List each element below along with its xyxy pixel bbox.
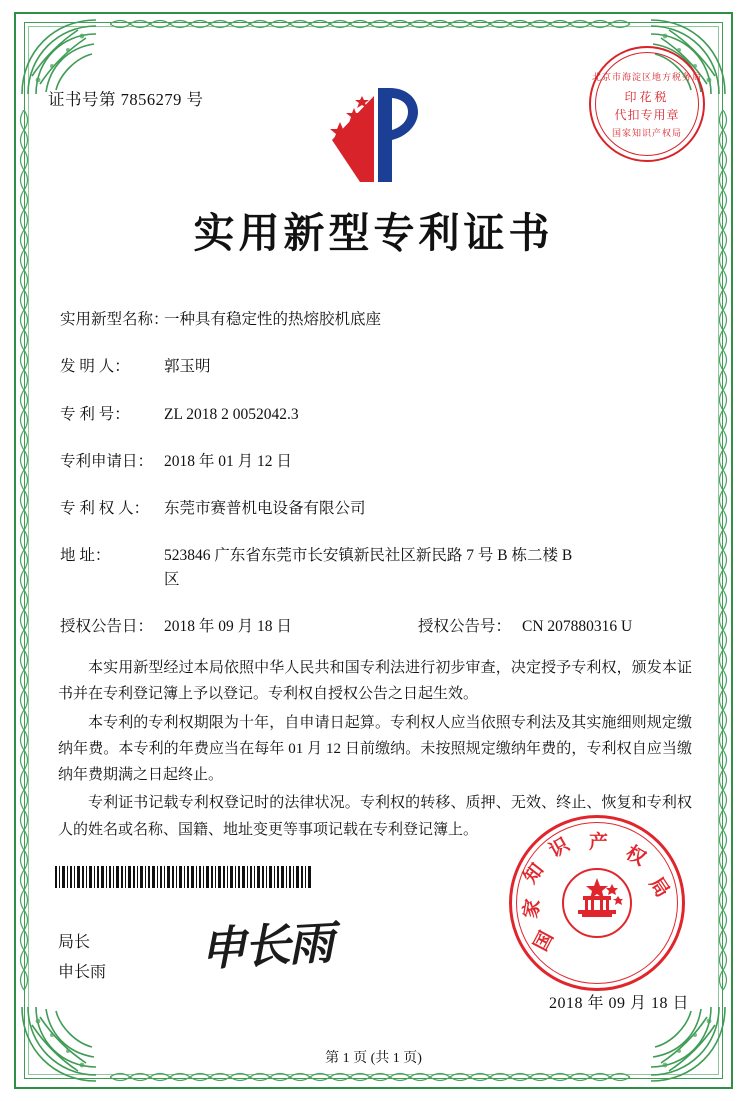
page-title: 实用新型专利证书: [193, 209, 554, 257]
seal-char: 产: [589, 831, 609, 853]
field-row-patentee: [60, 497, 690, 520]
tax-stamp-arc-bottom: 国家知识产权局: [611, 128, 682, 138]
tax-stamp: [589, 46, 705, 162]
page-footer: 第 1 页 (共 1 页): [325, 1051, 422, 1066]
certificate-number: 证书号第 7856279 号: [48, 90, 204, 109]
national-emblem-icon: [560, 866, 634, 940]
field-row-invention-name: [60, 308, 690, 331]
official-seal: [509, 815, 685, 991]
tax-stamp-line1: 印花税: [624, 90, 670, 104]
field-value: 一种具有稳定性的热熔胶机底座: [164, 311, 382, 328]
seal-char: 国: [529, 927, 559, 955]
signature-block: [58, 928, 106, 989]
address-line-2: 区: [164, 570, 180, 588]
field-label: 专利申请日：: [60, 452, 154, 470]
field-row-address: [60, 544, 690, 591]
field-value-address: [164, 544, 690, 591]
field-label: 授权公告日：: [60, 617, 154, 635]
seal-char: 知: [519, 859, 549, 888]
field-label: 实用新型名称：: [60, 311, 169, 328]
director-title: 局长: [58, 934, 91, 951]
handwritten-signature: 申长雨: [198, 915, 334, 977]
field-label: 授权公告号：: [418, 617, 512, 635]
tax-stamp-arc-top: 北京市海淀区地方税务局: [591, 72, 702, 82]
paragraph-2: 本专利的专利权期限为十年，自申请日起算。专利权人应当依照专利法及其实施细则规定缴纳年费。本专利的年费应当在每年 01 月 12 日前缴纳。未按照规定缴纳年费的，专利权自应当缴纳年费期满之日起终止。: [58, 714, 692, 783]
field-label: 专 利 权 人：: [60, 500, 150, 517]
field-row-announcement: [60, 615, 690, 638]
seal-char: 权: [622, 841, 650, 871]
cnipa-logo-icon: [322, 80, 432, 190]
field-row-application-date: [60, 450, 690, 473]
field-value: 东莞市赛普机电设备有限公司: [164, 500, 366, 517]
tax-stamp-line2: 代扣专用章: [614, 108, 680, 122]
paragraph-3: 专利证书记载专利权登记时的法律状况。专利权的转移、质押、无效、终止、恢复和专利权人的姓名或名称、国籍、地址变更等事项记载在专利登记簿上。: [58, 795, 692, 838]
barcode: [55, 866, 315, 888]
announcement-number-group: [418, 615, 632, 638]
seal-date: 2018 年 09 月 18 日: [548, 995, 689, 1012]
field-value: CN 207880316 U: [522, 617, 633, 635]
field-label: 专 利 号：: [60, 405, 130, 423]
director-name: 申长雨: [58, 964, 107, 982]
field-list: [60, 308, 690, 658]
announcement-date-group: [60, 615, 418, 638]
field-value: ZL 2018 2 0052042.3: [164, 405, 299, 423]
field-value: 2018 年 09 月 18 日: [164, 617, 292, 635]
field-row-inventor: [60, 355, 690, 378]
seal-char: 识: [545, 833, 573, 863]
field-row-patent-number: [60, 403, 690, 426]
seal-char: 家: [519, 897, 545, 921]
address-line-1: 523846 广东省东莞市长安镇新民社区新民路 7 号 B 栋二楼 B: [164, 547, 573, 565]
field-label: 发 明 人：: [60, 358, 130, 376]
paragraph-1: 本实用新型经过本局依照中华人民共和国专利法进行初步审查，决定授予专利权，颁发本证书并在专利登记簿上予以登记。专利权自授权公告之日起生效。: [58, 660, 692, 703]
seal-char: 局: [644, 873, 674, 902]
field-value: 郭玉明: [164, 358, 211, 376]
field-label: 地 址：: [60, 547, 111, 565]
field-value: 2018 年 01 月 12 日: [164, 452, 292, 470]
